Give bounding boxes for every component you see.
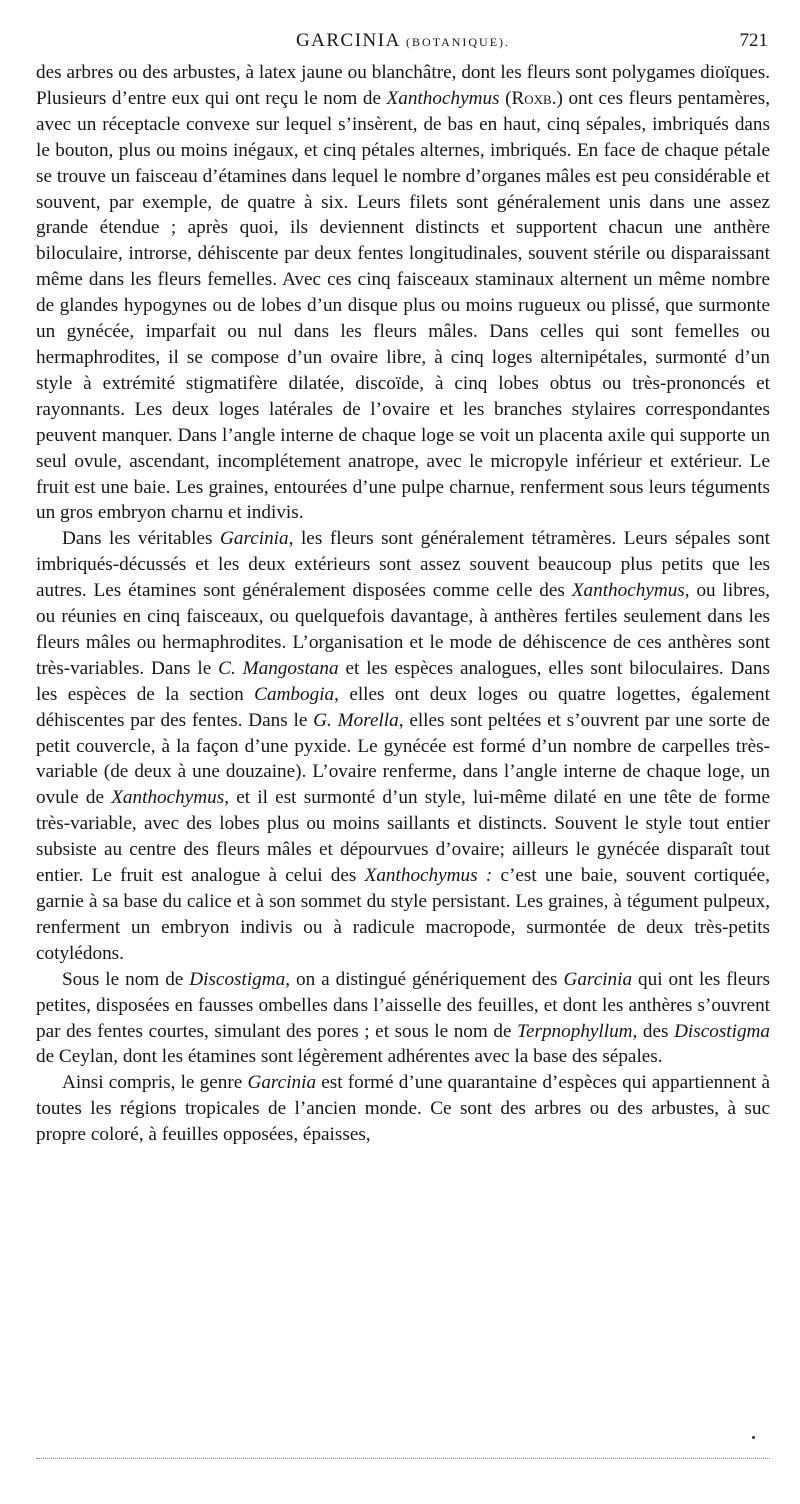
- author-abbrev: Roxb.: [511, 87, 557, 109]
- text-run: , des: [632, 1020, 675, 1042]
- text-run: est formé d’une quarantaine d’espèces qui appartiennent à toutes les régions tropicales de l’ancien monde. Ce sont des arbres ou des arbustes, à suc propre coloré, à feuilles opposées, épaisses,: [36, 1072, 770, 1146]
- paragraph: [36, 1070, 770, 1148]
- text-run: Ainsi compris, le genre: [62, 1072, 248, 1094]
- italic-term: Xanthochymus: [571, 580, 685, 602]
- paragraph: [36, 60, 770, 526]
- running-head: [36, 30, 770, 52]
- text-run: , elles ont deux loges ou quatre logettes, également déhiscentes par des fentes. Dans le: [36, 683, 770, 731]
- text-run: et les espèces analogues, elles sont biloculaires. Dans les espèces de la section: [36, 657, 770, 705]
- running-header: [36, 28, 770, 56]
- italic-term: Garcinia: [220, 528, 289, 550]
- text-run: (: [499, 87, 512, 109]
- italic-term: Cambogia: [254, 683, 335, 705]
- paragraph: [36, 526, 770, 966]
- italic-term: Xanthochymus: [386, 87, 500, 109]
- text-run: Dans les véritables: [62, 528, 221, 550]
- italic-term: Discostigma: [189, 968, 286, 990]
- text-run: , et il est surmonté d’un style, lui-même dilaté en une tête de forme très-variable, avec des lobes plus ou moins saillants et distincts. Souvent le style tout entier subsiste au centre des fleurs mâles et dépourvues d’ovaire; ailleurs le gynécée disparaît tout entier. Le fruit est analogue à celui des: [36, 787, 770, 887]
- italic-term: Garcinia: [563, 968, 633, 990]
- italic-term: Terpnophyllum: [517, 1020, 633, 1042]
- page-number: 721: [739, 30, 768, 51]
- page: [36, 28, 770, 1148]
- print-speck: [752, 1436, 755, 1439]
- paragraph: [36, 967, 770, 1071]
- body-text: [36, 60, 770, 1148]
- text-run: , les fleurs sont généralement tétramères. Leurs sépales sont imbriqués-décussés et les deux extérieurs sont assez souvent beaucoup plus petits que les autres. Les étamines sont généralement disposées comme celle des: [36, 528, 770, 602]
- italic-term: Xanthochymus :: [364, 865, 493, 887]
- text-run: c’est une baie, souvent cortiquée, garnie à sa base du calice et à son sommet du style persistant. Les graines, à tégument pulpeux, renferment un embryon indivis ou à radicule macropode, surmontée de deux très-petits cotylédons.: [36, 865, 770, 964]
- text-run: de Ceylan, dont les étamines sont légèrement adhérentes avec la base des sépales.: [36, 1046, 663, 1068]
- text-run: des arbres ou des arbustes, à latex jaune ou blanchâtre, dont les fleurs sont polygames dioïques. Plusieurs d’entre eux qui ont reçu le nom de: [36, 62, 770, 109]
- italic-term: C. Mangostana: [218, 657, 339, 679]
- text-run: qui ont les fleurs petites, disposées en fausses ombelles dans l’aisselle des feuilles, et dont les anthères s’ouvrent par des fentes courtes, simulant des pores ; et sous le nom de: [36, 968, 770, 1042]
- text-run: , on a distingué génériquement des: [285, 968, 564, 990]
- italic-term: G. Morella: [313, 709, 399, 731]
- italic-term: Xanthochymus: [111, 787, 225, 809]
- text-run: Sous le nom de: [62, 968, 190, 990]
- text-run: , ou libres, ou réunies en cinq faisceaux, ou quelquefois davantage, à anthères fertiles seulement dans les fleurs mâles ou hermaphrodites. L’organisation et le mode de déhiscence de ces anthères sont très-variables. Dans le: [36, 580, 770, 679]
- text-run: ) ont ces fleurs pentamères, avec un réceptacle convexe sur lequel s’insèrent, de bas en haut, cinq sépales, imbriqués dans le bouton, plus ou moins inégaux, et cinq pétales alternes, imbriqués. En face de chaque pétale se trouve un faisceau d’étamines dans lequel le nombre d’organes mâles est peu considérable et souvent, par exemple, de quatre à six. Leurs filets sont généralement unis dans une assez grande étendue ; après quoi, ils deviennent distincts et supportent chacun une anthère biloculaire, introrse, déhiscente par deux fentes longitudinales, souvent stérile ou disparaissant même dans les fleurs femelles. Avec ces cinq faisceaux staminaux alternent un même nombre de glandes hypogynes ou de lobes d’un disque plus ou moins rugueux ou plissé, que surmonte un gynécée, imparfait ou nul dans les fleurs mâles. Dans celles qui sont femelles ou hermaphrodites, il se compose d’un ovaire libre, à cinq loges alternipétales, surmonté d’un style à extrémité stigmatifère dilatée, discoïde, à cinq lobes obtus ou très-prononcés et rayonnants. Les deux loges latérales de l’ovaire et les branches stylaires correspondantes peuvent manquer. Dans l’angle interne de chaque loge se voit un placenta axile qui supporte un seul ovule, ascendant, incomplétement anatrope, avec le micropyle inférieur et extérieur. Le fruit est une baie. Les graines, entourées d’une pulpe charnue, renferment sous leurs téguments un gros embryon charnu et indivis.: [36, 87, 770, 524]
- footer-rule: [36, 1458, 770, 1459]
- italic-term: Discostigma: [674, 1020, 770, 1042]
- text-run: , elles sont peltées et s’ouvrent par une sorte de petit couvercle, à la façon d’une pyxide. Le gynécée est formé d’un nombre de carpelles très-variable (de deux à une douzaine). L’ovaire renferme, dans l’angle interne de chaque loge, un ovule de: [36, 709, 770, 809]
- italic-term: Garcinia: [247, 1072, 317, 1094]
- running-head-title: GARCINIA: [295, 30, 400, 51]
- running-head-subtitle: (BOTANIQUE).: [406, 35, 511, 49]
